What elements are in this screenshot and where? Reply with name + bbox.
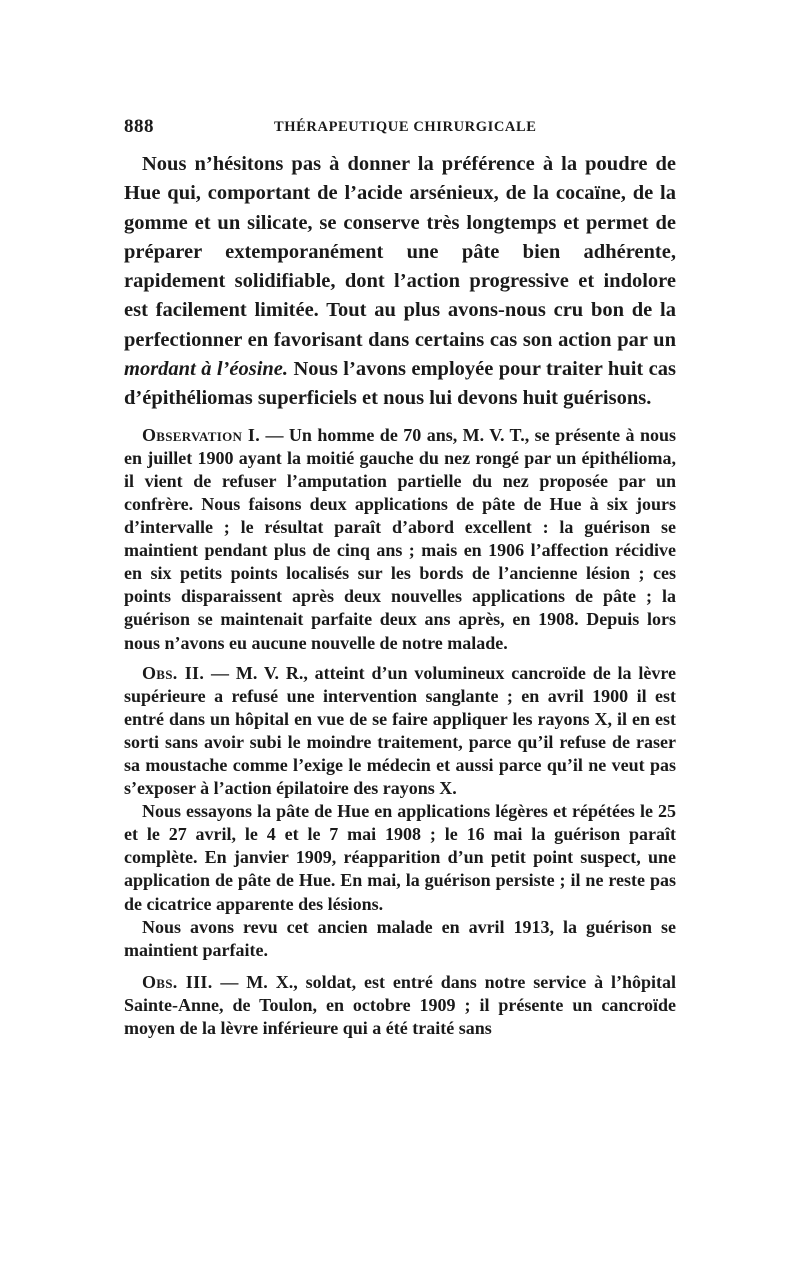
observation-3-label: Obs. III. xyxy=(142,971,213,992)
body-text xyxy=(124,150,676,1040)
observation-1-text: — Un homme de 70 ans, M. V. T., se présente à nous en juillet 1900 ayant la moitié gauche du nez rongé par un épithélioma, il vient de refuser l’amputation partielle du nez proposée par un confrère. Nous faisons deux applications de pâte de Hue à six jours d’intervalle ; le résultat paraît d’abord excellent : la guérison se maintient pendant plus de cinq ans ; mais en 1906 l’affection récidive en six petits points localisés sur les bords de l’ancienne lésion ; ces points disparaissent après deux nouvelles applications de pâte ; la guérison se maintenait parfaite deux ans après, en 1908. Depuis lors nous n’avons eu aucune nouvelle de notre malade. xyxy=(124,424,677,653)
observation-3 xyxy=(124,971,676,1040)
page-header xyxy=(124,116,676,142)
observation-1 xyxy=(124,424,676,655)
observation-2 xyxy=(124,662,676,801)
page-number: 888 xyxy=(124,116,154,137)
observation-2-label: Obs. II. xyxy=(142,662,205,683)
observation-2-continuation-1: Nous essayons la pâte de Hue en applications légères et répétées le 25 et le 27 avril, le 4 et le 7 mai 1908 ; le 16 mai la guérison paraît complète. En janvier 1909, réapparition d’un petit point suspect, une application de pâte de Hue. En mai, la guérison persiste ; il ne reste pas de cicatrice apparente des lésions. xyxy=(124,801,676,914)
intro-text-part1: Nous n’hésitons pas à donner la préférence à la poudre de Hue qui, comportant de l’acide arsénieux, de la cocaïne, de la gomme et un silicate, se conserve très longtemps et permet de préparer extemporanément une pâte bien adhérente, rapidement solidifiable, dont l’action progressive et indolore est facilement limitée. Tout au plus avons-nous cru bon de la perfectionner en favorisant dans certains cas son action par un xyxy=(124,153,676,351)
intro-text-part2: Nous l’avons employée pour traiter huit cas d’épithéliomas superficiels et nous lui devons huit guérisons. xyxy=(124,358,676,410)
observation-2-continuation-2: Nous avons revu cet ancien malade en avril 1913, la guérison se maintient parfaite. xyxy=(124,916,676,960)
intro-paragraph xyxy=(124,150,676,414)
observation-1-label: Observation I. xyxy=(142,424,261,445)
observation-2-text: — M. V. R., atteint d’un volumineux cancroïde de la lèvre supérieure a refusé une intervention sanglante ; en avril 1900 il est entré dans un hôpital en vue de se faire appliquer les rayons X, il en est sorti sans avoir subi le moindre traitement, parce qu’il refuse de raser sa moustache comme l’exige le médecin et aussi parce qu’il ne veut pas s’exposer à l’action épilatoire des rayons X. xyxy=(124,662,677,799)
running-title: THÉRAPEUTIQUE CHIRURGICALE xyxy=(274,119,537,135)
observation-3-text: — M. X., soldat, est entré dans notre service à l’hôpital Sainte-Anne, de Toulon, en octobre 1909 ; il présente un cancroïde moyen de la lèvre inférieure qui a été traité sans xyxy=(124,971,676,1039)
intro-italic-term: mordant à l’éosine. xyxy=(124,358,289,381)
